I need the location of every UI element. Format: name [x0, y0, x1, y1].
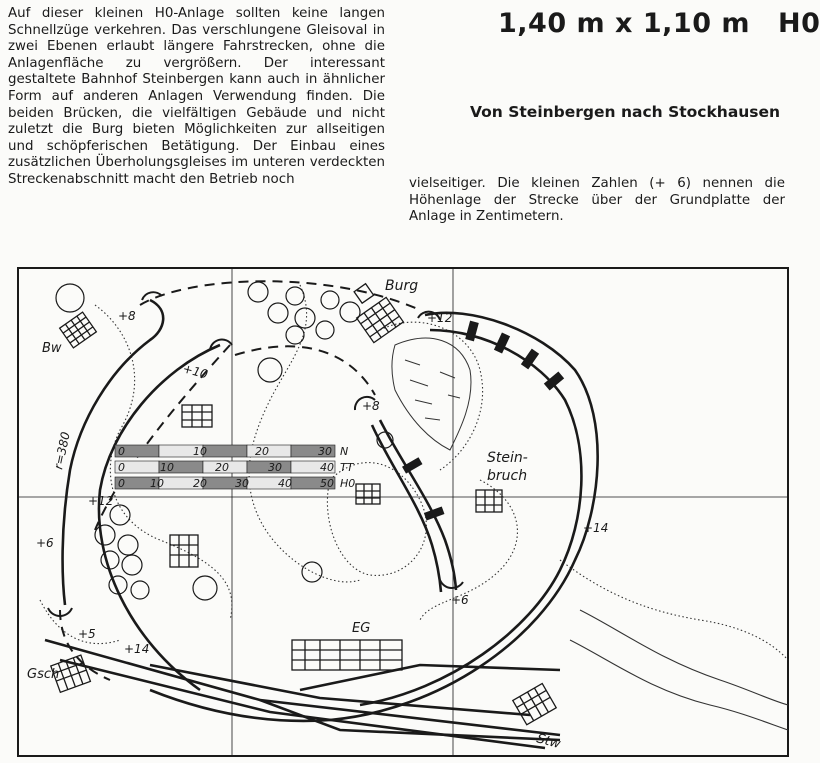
height-12-left: +12 — [88, 494, 114, 508]
station-hut — [356, 484, 380, 504]
label-burg: Burg — [385, 278, 419, 294]
scale-tt-10: 10 — [160, 461, 174, 474]
label-gsch: Gsch — [27, 667, 60, 682]
scale-h0-label: H0 — [340, 477, 356, 490]
plan-labels — [27, 278, 608, 752]
river — [570, 610, 788, 730]
label-steinbruch-2: bruch — [487, 468, 528, 484]
continuation-paragraph: vielseitiger. Die kleinen Zahlen (+ 6) nennen die Höhenlage der Strecke über der Grundplatte der Anlage in Zentimetern. — [409, 176, 785, 225]
label-eg: EG — [352, 621, 371, 636]
quarry-building — [476, 490, 502, 512]
scale-tt-20: 20 — [215, 461, 229, 474]
height-12-burg: +12 — [427, 311, 453, 325]
scale-tt-0: 0 — [118, 461, 125, 474]
station-building — [292, 640, 402, 670]
house-upper — [182, 405, 212, 427]
scale-h0-0: 0 — [118, 477, 125, 490]
layout-scale: H0 — [778, 8, 820, 39]
scale-n-10: 10 — [193, 445, 207, 458]
plan-frame — [18, 268, 788, 756]
scale-h0-50: 50 — [320, 477, 334, 490]
scale-tt-label: TT — [340, 461, 354, 474]
height-5: +5 — [78, 627, 96, 641]
scale-h0-40: 40 — [278, 477, 292, 490]
height-8-bridge: +8 — [362, 399, 380, 413]
layout-dimensions: 1,40 m x 1,10 m — [498, 8, 751, 39]
layout-subtitle: Von Steinbergen nach Stockhausen — [470, 103, 781, 121]
scale-n-20: 20 — [255, 445, 269, 458]
rock-cliff — [392, 338, 471, 450]
scale-n-label: N — [340, 445, 349, 458]
signal-box — [513, 684, 556, 725]
label-stw: Stw — [534, 731, 563, 753]
engine-shed — [60, 312, 97, 348]
height-8-top: +8 — [118, 309, 136, 323]
label-bw: Bw — [42, 341, 62, 356]
trees — [56, 282, 393, 600]
village-house — [170, 535, 198, 567]
main-track — [45, 300, 598, 748]
intro-paragraph: Auf dieser kleinen H0-Anlage sollten keine langen Schnellzüge verkehren. Das verschlungene Gleisoval in zwei Ebenen erlaubt längere Fahrstrecken, ohne die Anlagenfläche zu vergrößern. Der interessant gestaltete Bahnhof Steinbergen kann auch in ähnlicher Form auf anderen Anlagen Verwendung finden. Die beiden Brücken, die vielfältigen Gebäude und nicht zuletzt die Burg bieten Möglichkeiten zur allseitigen und schöpferischen Betätigung. Der Einbau eines zusätzlichen Überholungsgleises im unteren verdeckten Streckenabschnitt macht den Betrieb noch — [8, 6, 385, 187]
label-steinbruch-1: Stein- — [487, 450, 528, 466]
scale-h0-20: 20 — [193, 477, 207, 490]
scale-tt-30: 30 — [268, 461, 282, 474]
scale-n-30: 30 — [318, 445, 332, 458]
height-6-bottom: +6 — [451, 593, 469, 607]
scale-tt-40: 40 — [320, 461, 334, 474]
label-radius: r=380 — [51, 430, 73, 471]
height-10: +10 — [181, 361, 210, 382]
scale-bars — [115, 445, 355, 490]
buildings — [51, 279, 556, 725]
height-14-right: +14 — [583, 521, 609, 535]
height-14-bottom: +14 — [124, 642, 150, 656]
scale-n-0: 0 — [118, 445, 125, 458]
height-6-left: +6 — [36, 536, 54, 550]
scale-h0-30: 30 — [235, 477, 249, 490]
scale-h0-10: 10 — [150, 477, 164, 490]
